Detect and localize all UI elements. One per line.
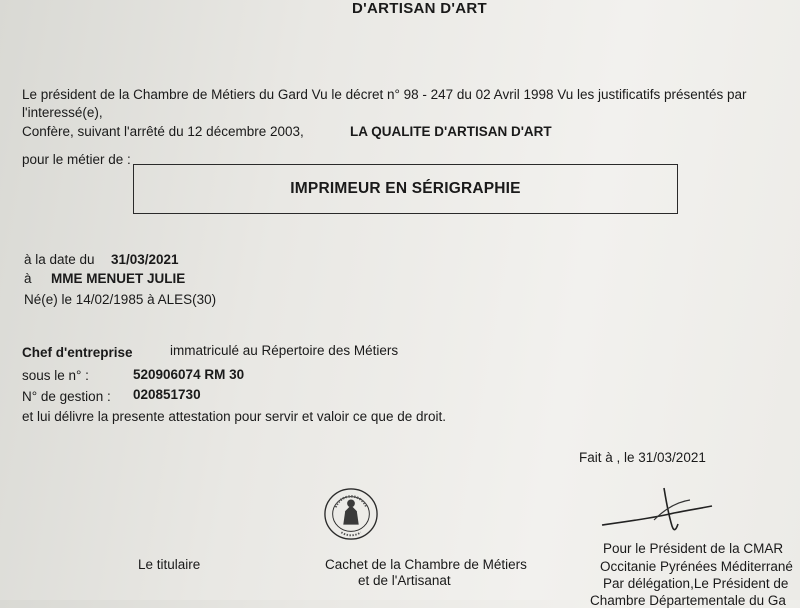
president-line1: Pour le Président de la CMAR <box>603 541 784 556</box>
fait-line: Fait à , le 31/03/2021 <box>579 450 706 465</box>
decree-line: Le président de la Chambre de Métiers du Gard Vu le décret n° 98 - 247 du 02 Avril 1998 Vu les justificatifs présentés par <box>22 87 747 102</box>
role-label: Chef d'entreprise <box>22 345 133 360</box>
metier-box <box>133 164 678 214</box>
date-label: à la date du <box>24 252 95 267</box>
to-label: à <box>24 271 32 286</box>
number-value: 520906074 RM 30 <box>133 367 245 382</box>
president-line2: Occitanie Pyrénées Méditerrané <box>600 559 793 574</box>
birth-line: Né(e) le 14/02/1985 à ALES(30) <box>24 292 217 307</box>
date-value: 31/03/2021 <box>111 252 179 267</box>
cachet-line1: Cachet de la Chambre de Métiers <box>325 557 527 572</box>
number-label: sous le n° : <box>22 368 89 383</box>
person-name: MME MENUET JULIE <box>51 271 186 286</box>
interesse-line: l'interessé(e), <box>22 105 103 120</box>
signature-image <box>594 480 724 540</box>
cachet-line2: et de l'Artisanat <box>358 573 451 588</box>
document-heading: D'ARTISAN D'ART <box>352 0 487 17</box>
metier-title: IMPRIMEUR EN SÉRIGRAPHIE <box>290 180 521 197</box>
quality-title: LA QUALITE D'ARTISAN D'ART <box>350 124 552 139</box>
closing-line: et lui délivre la presente attestation pour servir et valoir ce que de droit. <box>22 409 446 424</box>
president-line4: Chambre Départementale du Ga <box>590 593 786 608</box>
president-line3: Par délégation,Le Président de <box>603 576 789 591</box>
gestion-label: N° de gestion : <box>22 389 111 404</box>
chamber-seal-stamp <box>322 486 380 542</box>
role-text: immatriculé au Répertoire des Métiers <box>170 343 399 358</box>
gestion-value: 020851730 <box>133 387 201 402</box>
metier-intro: pour le métier de : <box>22 152 131 167</box>
titulaire-label: Le titulaire <box>138 557 201 572</box>
confere-line: Confère, suivant l'arrêté du 12 décembre 2003, <box>22 124 304 139</box>
